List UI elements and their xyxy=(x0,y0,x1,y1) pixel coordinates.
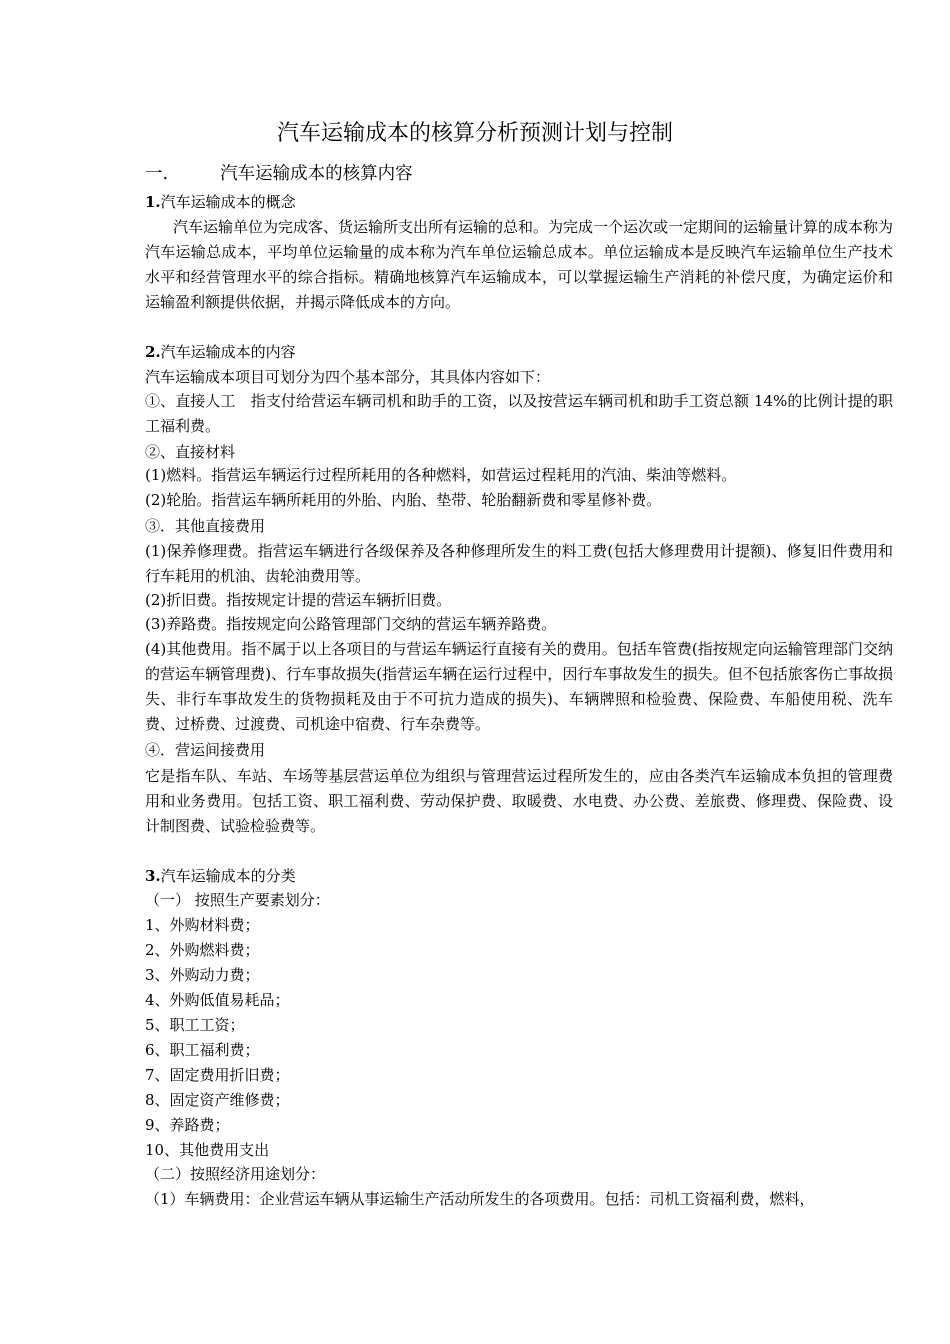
subheading-2 xyxy=(145,342,296,362)
item-maintenance: (1)保养修理费。指营运车辆进行各级保养及各种修理所发生的料工费(包括大修理费用计提额)、修复旧件费用和行车耗用的机油、齿轮油费用等。 xyxy=(145,542,893,585)
subheading-label: 汽车运输成本的概念 xyxy=(160,193,296,211)
section-label: 汽车运输成本的核算内容 xyxy=(220,164,413,184)
item-indirect-text: 它是指车队、车站、车场等基层营运单位为组织与管理营运过程所发生的，应由各类汽车运输成本负担的管理费用和业务费用。包括工资、职工福利费、劳动保护费、取暖费、水电费、办公费、差旅费、修理费、保险费、设计制图费、试验检验费等。 xyxy=(145,767,893,835)
item-fuel: (1)燃料。指营运车辆运行过程所耗用的各种燃料，如营运过程耗用的汽油、柴油等燃料。 xyxy=(145,466,737,484)
item-indirect-heading: ④．营运间接费用 xyxy=(145,741,266,759)
category-2-item-vehicle-costs: （1）车辆费用：企业营运车辆从事运输生产活动所发生的各项费用。包括：司机工资福利费，燃料， xyxy=(145,1190,815,1208)
content-intro: 汽车运输成本项目可划分为四个基本部分，其具体内容如下： xyxy=(145,368,551,386)
category-1-heading: （一） 按照生产要素划分： xyxy=(145,891,330,909)
subheading-3 xyxy=(145,866,296,886)
section-number: 一. xyxy=(145,164,169,184)
subheading-number: 1. xyxy=(145,193,161,211)
list-item: 3、外购动力费； xyxy=(145,966,260,984)
section-heading-1 xyxy=(145,164,413,184)
item-other-direct-heading: ③．其他直接费用 xyxy=(145,517,266,535)
document-title: 汽车运输成本的核算分析预测计划与控制 xyxy=(276,121,673,146)
list-item: 5、职工工资； xyxy=(145,1016,245,1034)
subheading-label: 汽车运输成本的内容 xyxy=(160,343,296,361)
subheading-number: 3. xyxy=(145,867,161,885)
list-item: 9、养路费； xyxy=(145,1116,230,1134)
list-item: 10、其他费用支出 xyxy=(145,1141,270,1159)
item-road-maintenance: (3)养路费。指按规定向公路管理部门交纳的营运车辆养路费。 xyxy=(145,615,557,633)
item-direct-materials-heading: ②、直接材料 xyxy=(145,443,236,461)
subheading-number: 2. xyxy=(145,343,161,361)
item-tires: (2)轮胎。指营运车辆所耗用的外胎、内胎、垫带、轮胎翻新费和零星修补费。 xyxy=(145,491,662,509)
category-2-heading: （二）按照经济用途划分： xyxy=(145,1165,326,1183)
list-item: 6、职工福利费； xyxy=(145,1041,260,1059)
subheading-1 xyxy=(145,192,296,212)
list-item: 7、固定费用折旧费； xyxy=(145,1066,290,1084)
paragraph-concept: 汽车运输单位为完成客、货运输所支出所有运输的总和。为完成一个运次或一定期间的运输量计算的成本称为汽车运输总成本，平均单位运输量的成本称为汽车单位运输总成本。单位运输成本是反映汽车运输单位生产技术水平和经营管理水平的综合指标。精确地核算汽车运输成本，可以掌握运输生产消耗的补偿尺度，为确定运价和运输盈利额提供依据，并揭示降低成本的方向。 xyxy=(145,218,894,311)
list-item: 8、固定资产维修费； xyxy=(145,1091,290,1109)
list-item: 2、外购燃料费； xyxy=(145,941,260,959)
list-item: 1、外购材料费； xyxy=(145,916,260,934)
list-item: 4、外购低值易耗品； xyxy=(145,991,290,1009)
item-direct-labor: ①、直接人工 指支付给营运车辆司机和助手的工资，以及按营运车辆司机和助手工资总额 14%的比例计提的职工福利费。 xyxy=(145,392,893,435)
item-depreciation: (2)折旧费。指按规定计提的营运车辆折旧费。 xyxy=(145,591,452,609)
item-other-fees: (4)其他费用。指不属于以上各项目的与营运车辆运行直接有关的费用。包括车管费(指按规定向运输管理部门交纳的营运车辆管理费)、行车事故损失(指营运车辆在运行过程中，因行车事故发生的损失。但不包括旅客伤亡事故损失、非行车事故发生的货物损耗及由于不可抗力造成的损失)、车辆牌照和检验费、保险费、车船使用税、洗车费、过桥费、过渡费、司机途中宿费、行车杂费等。 xyxy=(145,640,893,733)
subheading-label: 汽车运输成本的分类 xyxy=(160,867,296,885)
